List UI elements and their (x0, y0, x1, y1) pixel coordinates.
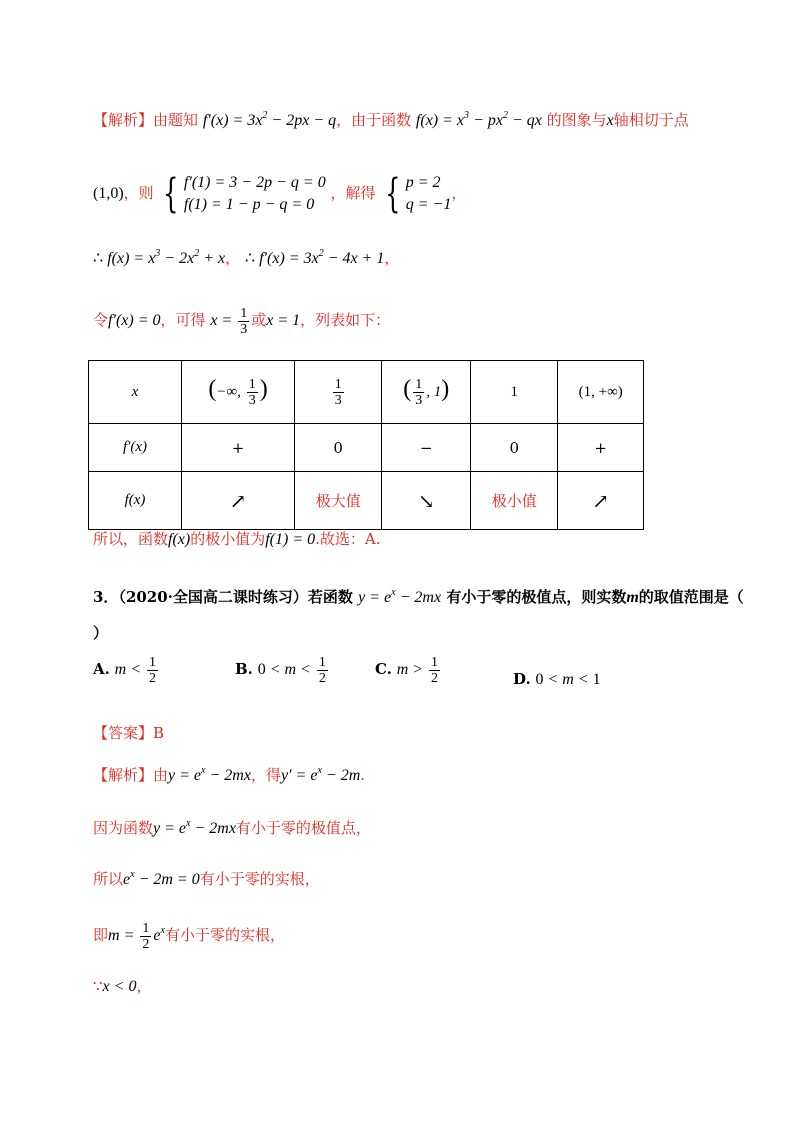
row-head-derivative: f′(x) (89, 424, 182, 472)
question-source: （2020·全国高二课时练习） (118, 588, 308, 606)
sol-line-3: 所以$e^x - 2m = 0$有小于零的实根， (93, 869, 320, 888)
solution-line-3: ∴ $f(x) = x^3 - 2x^2 + x$， ∴ $f'(x) = 3x^2 - 4x + 1$， (93, 248, 400, 267)
solution-line-2: (1,0)，则 { f′(1) = 3 − 2p − q = 0 f(1) = 1 − p − q = 0 ，解得 { p = 2 q = −1， (93, 171, 467, 217)
local-max-label: 极大值 (295, 472, 382, 530)
derivative-formula: $f'(x) = 3x^2 - 2px - q$ (202, 110, 337, 129)
point-one: 1 (471, 361, 558, 424)
root-one: x = 1 (266, 312, 301, 330)
system-brace-icon: { (163, 171, 179, 217)
solution-line-4: 令f′(x) = 0，可得 x = $\frac{1}{3}$ 或x = 1，列表如下： (93, 306, 391, 337)
sol-line-1: 【解析】由$y = e^x - 2mx$，得$y' = e^x - 2m$. (93, 765, 366, 784)
decreasing-arrow-icon: ↘ (382, 472, 471, 530)
question-function: $y = e^x - 2mx$ (358, 587, 442, 606)
table-row (89, 472, 644, 530)
table-row (89, 361, 644, 424)
answer-tag: 【答案】 (93, 724, 154, 742)
because-icon: ∵ (93, 977, 103, 995)
option-c: C. m > $\frac{1}{2}$ (375, 655, 439, 686)
sign-cell: 0 (295, 424, 382, 472)
option-d: D. 0 < m < 1 (513, 670, 601, 688)
min-value: f(1) = 0 (265, 531, 316, 548)
question-3-close: ） (93, 624, 109, 642)
sol-line-5: ∵x < 0， (93, 977, 152, 995)
sol-line-2: 因为函数$y = e^x - 2mx$有小于零的极值点， (93, 818, 371, 837)
option-a: A. m < $\frac{1}{2}$ (93, 655, 157, 686)
interval-one-to-inf: (1, +∞) (558, 361, 644, 424)
root-one-third: x = $\frac{1}{3}$ (210, 306, 248, 337)
question-number: 3． (93, 588, 119, 606)
row-head-x: x (89, 361, 182, 424)
derivative-result: ∴ $f'(x) = 3x^2 - 4x + 1$ (244, 248, 385, 267)
sol-line-4: 即m = $\frac{1}{2}$ $e^x$有小于零的实根， (93, 920, 285, 952)
sign-cell: − (382, 424, 471, 472)
condition-system: f′(1) = 3 − 2p − q = 0 f(1) = 1 − p − q = 0 (183, 174, 326, 213)
function-formula: $f(x) = x^3 - px^2$ − qx (415, 110, 542, 129)
solution-system: p = 2 q = −1 (405, 174, 452, 213)
interval-neg-inf-to-third: (−∞, $\frac{1}{3}$ ) (182, 361, 295, 424)
variation-table (88, 360, 644, 530)
function-result: ∴ $f(x) = x^3 - 2x^2 + x$ (93, 248, 226, 267)
row-head-function: f(x) (89, 472, 182, 530)
point-one-third: $\frac{1}{3}$ (295, 361, 382, 424)
question-3: 3．（2020·全国高二课时练习）若函数 $y = e^x - 2mx$ 有小于零的极值点，则实数m的取值范围是（ (93, 587, 744, 606)
tangent-point: (1,0) (93, 185, 124, 202)
increasing-arrow-icon: ↗ (558, 472, 644, 530)
sign-cell: 0 (471, 424, 558, 472)
conclusion-line: 所以，函数f(x)的极小值为f(1) = 0.故选：A. (93, 530, 381, 548)
local-min-label: 极小值 (471, 472, 558, 530)
interval-third-to-one: ( $\frac{1}{3}$ , 1) (382, 361, 471, 424)
option-b: B. 0 < m < $\frac{1}{2}$ (235, 655, 326, 686)
answer-value: B (153, 724, 165, 742)
analysis-tag: 【解析】 (93, 111, 154, 129)
table-row (89, 424, 644, 472)
increasing-arrow-icon: ↗ (182, 472, 295, 530)
solution-line-1: 【解析】由题知 $f'(x) = 3x^2 - 2px - q$，由于函数 $f(x) = x^3 - px^2$ − qx 的图象与x轴相切于点 (93, 110, 689, 129)
sign-cell: + (558, 424, 644, 472)
system-brace-icon: { (385, 171, 401, 217)
sign-cell: + (182, 424, 295, 472)
answer-line (93, 722, 164, 744)
